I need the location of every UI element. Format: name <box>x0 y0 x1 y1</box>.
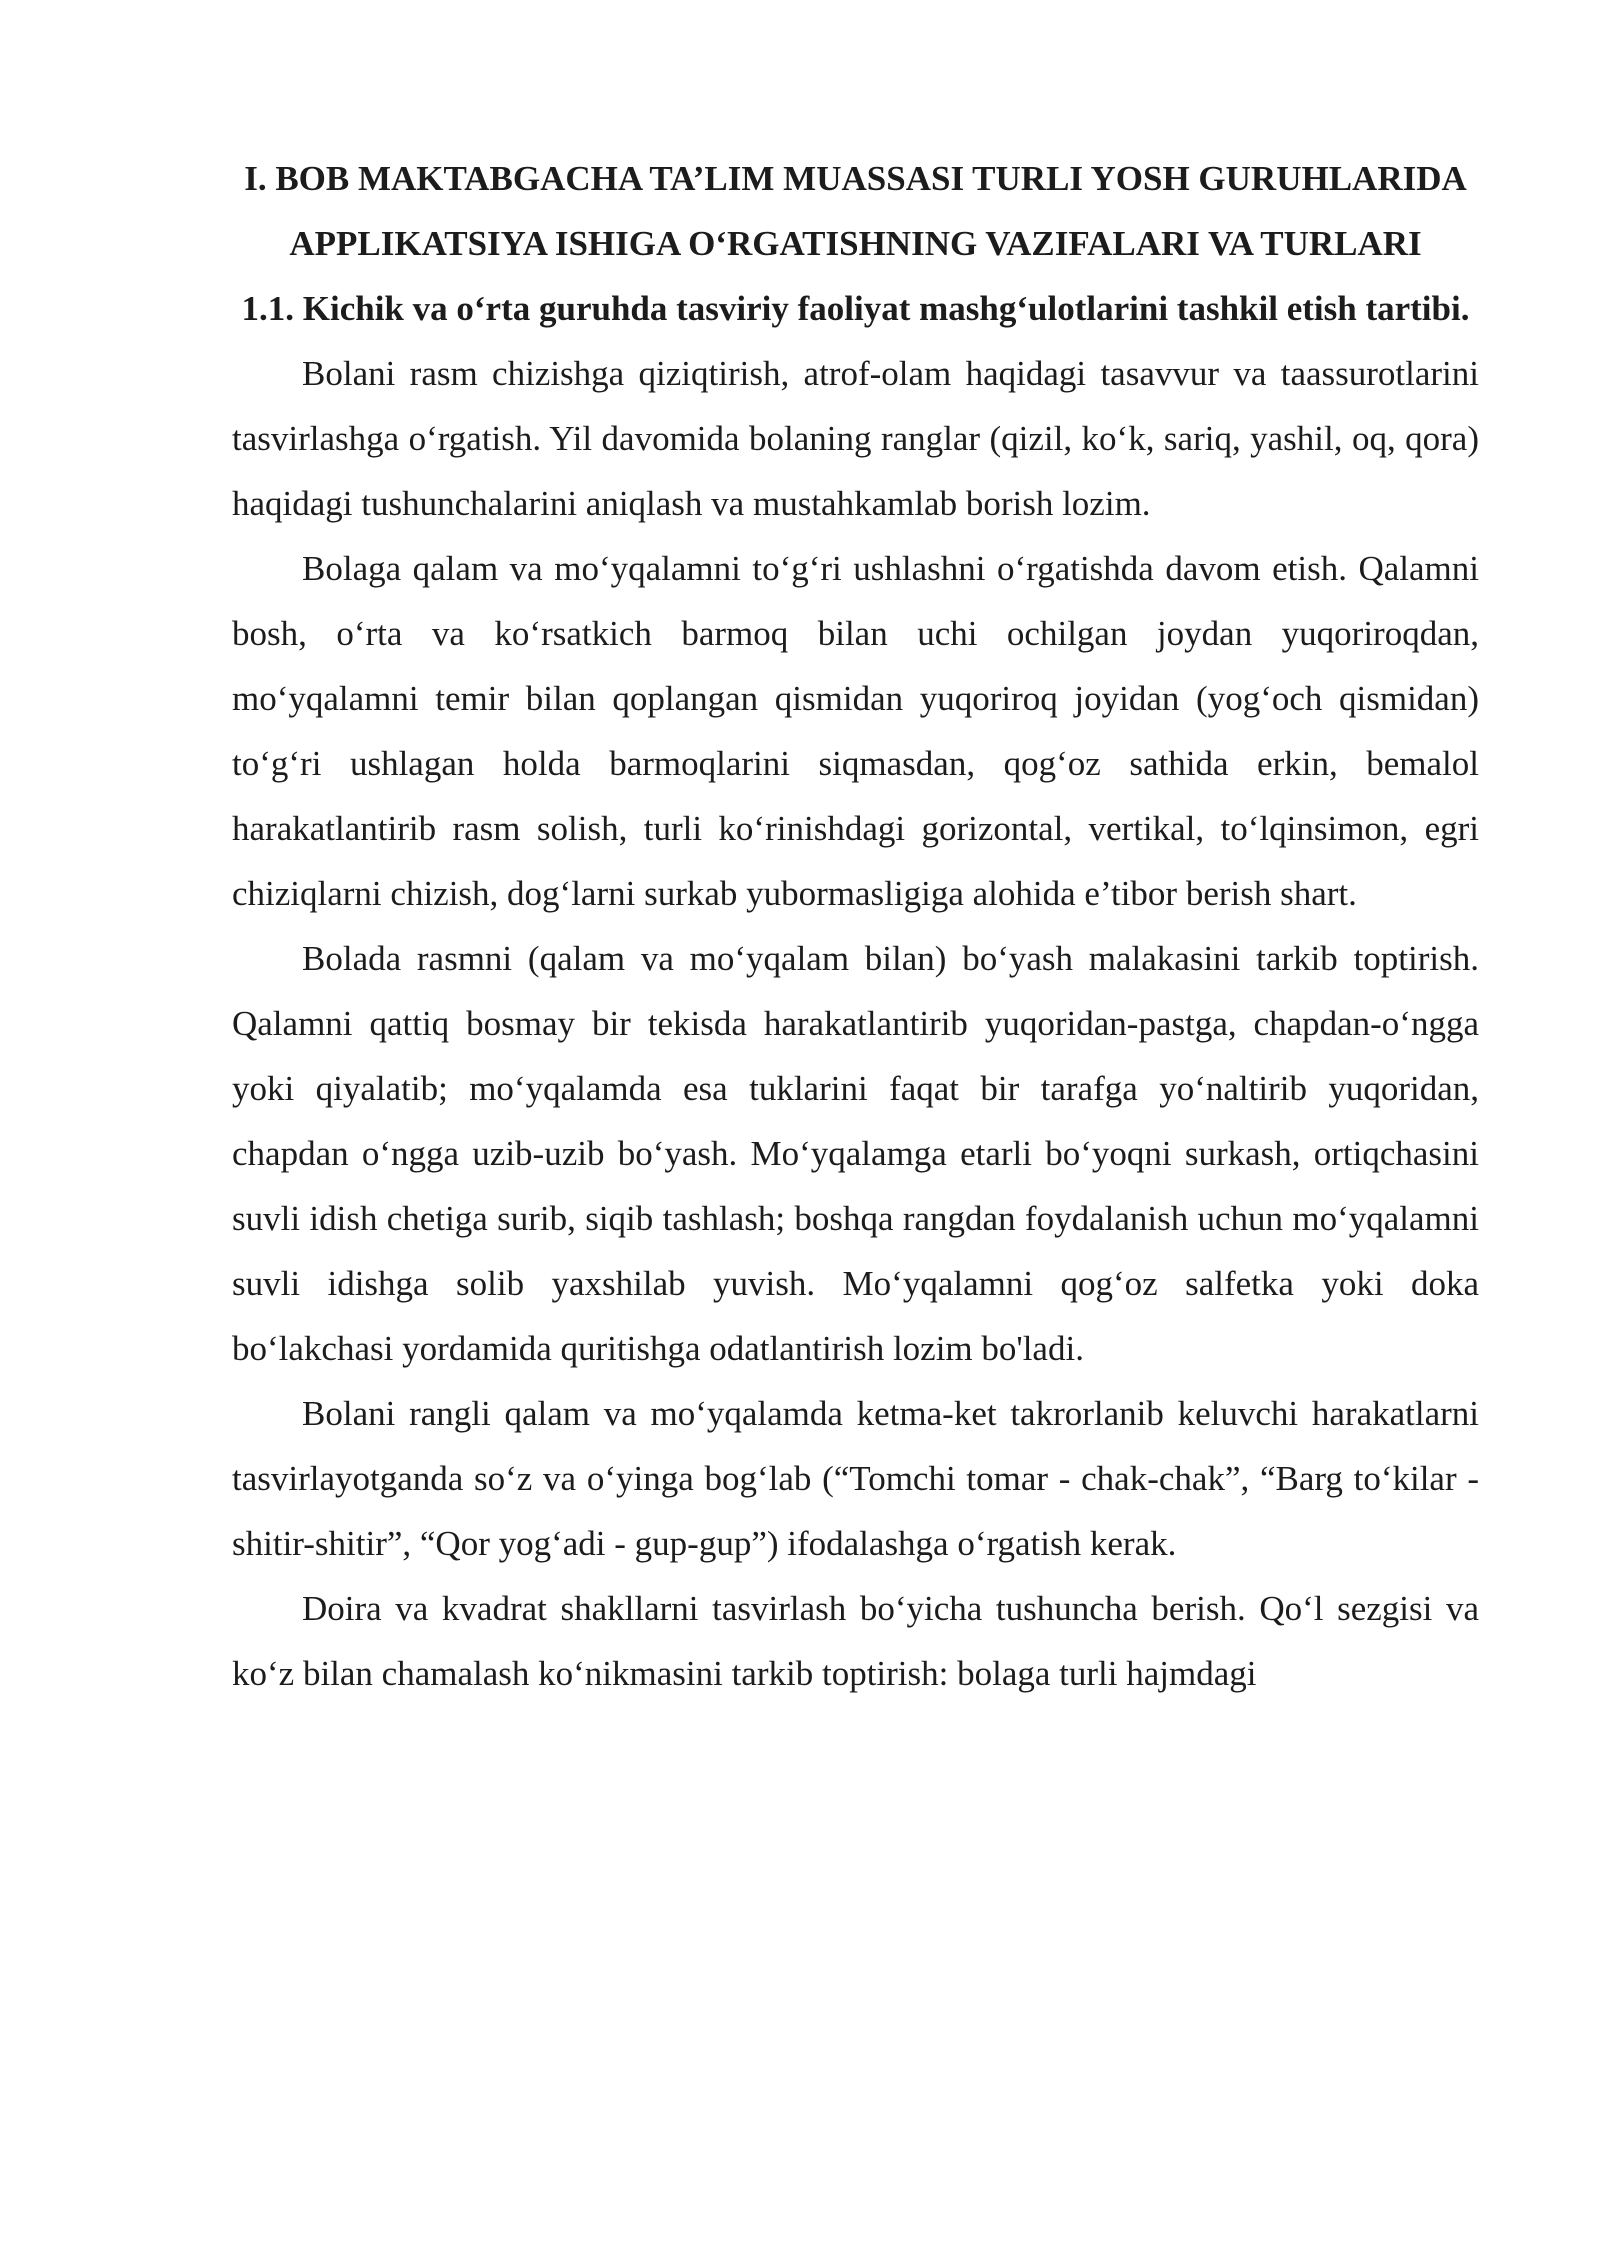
paragraph-5: Doira va kvadrat shakllarni tasvirlash bo‘yicha tushuncha berish. Qo‘l sezgisi va ko‘z bilan chamalash ko‘nikmasini tarkib toptirish: bolaga turli hajmdagi <box>232 1589 1479 1693</box>
paragraph-1: Bolani rasm chizishga qiziqtirish, atrof-olam haqidagi tasavvur va taassurotlarini tasvirlashga o‘rgatish. Yil davomida bolaning ranglar (qizil, ko‘k, sariq, yashil, oq, qora) haqidagi tushunchalarini aniqlash va mustahkamlab borish lozim. <box>232 354 1479 523</box>
paragraph-3: Bolada rasmni (qalam va mo‘yqalam bilan) bo‘yash malakasini tarkib toptirish. Qalamni qattiq bosmay bir tekisda harakatlantirib yuqoridan-pastga, chapdan-o‘ngga yoki qiyalatib; mo‘yqalamda esa tuklarini faqat bir tarafga yo‘naltirib yuqoridan, chapdan o‘ngga uzib-uzib bo‘yash. Mo‘yqalamga etarli bo‘yoqni surkash, ortiqchasini suvli idish chetiga surib, siqib tashlash; boshqa rangdan foydalanish uchun mo‘yqalamni suvli idishga solib yaxshilab yuvish. Mo‘yqalamni qog‘oz salfetka yoki doka bo‘lakchasi yordamida quritishga odatlantirish lozim bo'ladi. <box>232 939 1479 1368</box>
paragraph-2: Bolaga qalam va mo‘yqalamni to‘g‘ri ushlashni o‘rgatishda davom etish. Qalamni bosh, o‘rta va ko‘rsatkich barmoq bilan uchi ochilgan joydan yuqoriroqdan, mo‘yqalamni temir bilan qoplangan qismidan yuqoriroq joyidan (yog‘och qismidan) to‘g‘ri ushlagan holda barmoqlarini siqmasdan, qog‘oz sathida erkin, bemalol harakatlantirib rasm solish, turli ko‘rinishdagi gorizontal, vertikal, to‘lqinsimon, egri chiziqlarni chizish, dog‘larni surkab yubormasligiga alohida e’tibor berish shart. <box>232 549 1479 913</box>
section-title: 1.1. Kichik va o‘rta guruhda tasviriy faoliyat mashg‘ulotlarini tashkil etish tartibi. <box>241 289 1470 328</box>
paragraph-4: Bolani rangli qalam va mo‘yqalamda ketma-ket takrorlanib keluvchi harakatlarni tasvirlayotganda so‘z va o‘yinga bog‘lab (“Tomchi tomar - chak-chak”, “Barg to‘kilar - shitir-shitir”, “Qor yog‘adi - gup-gup”) ifodalashga o‘rgatish kerak. <box>232 1394 1479 1563</box>
chapter-title: I. BOB MAKTABGACHA TA’LIM MUASSASI TURLI YOSH GURUHLARIDA APPLIKATSIYA ISHIGA O‘RGATISHNING VAZIFALARI VA TURLARI <box>244 159 1467 263</box>
document-content <box>232 146 1479 1706</box>
